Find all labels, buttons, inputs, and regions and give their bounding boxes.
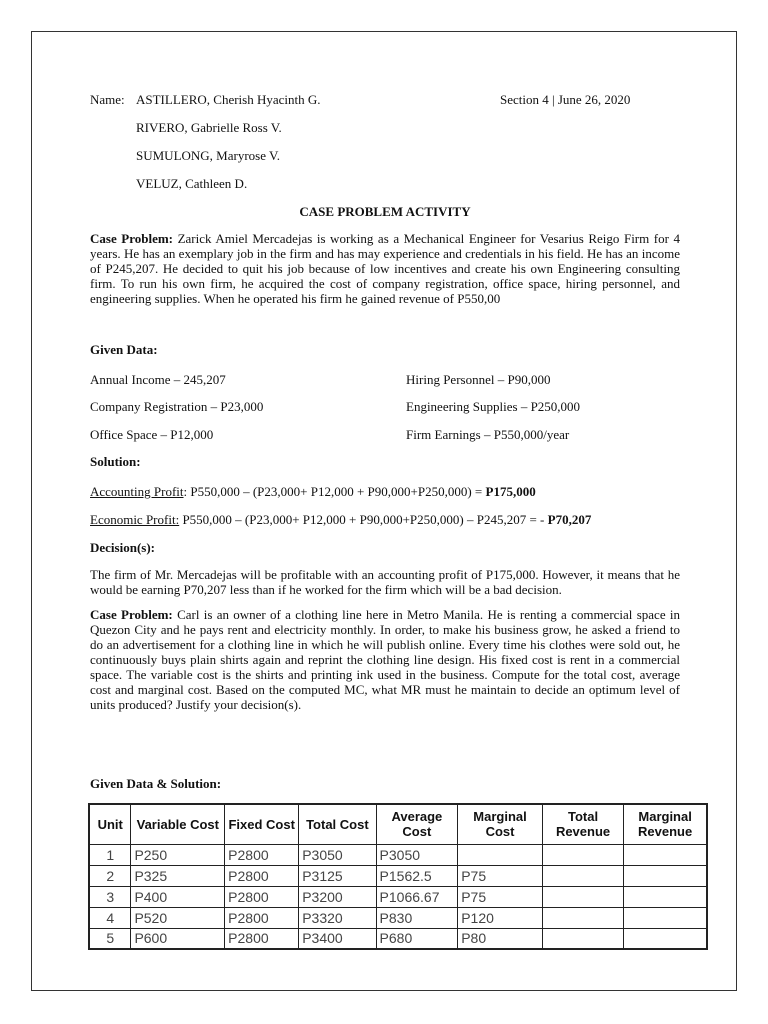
table-cell: P75 (458, 886, 543, 907)
column-header: Total Cost (299, 804, 376, 844)
case-problem-text: Carl is an owner of a clothing line here in Metro Manila. He is renting a commercial space in Quezon City and he pays rent and electricity monthly. In order, to make his business grow, he asked a friend to do an advertisement for a clothing line in which he will publish online. Every time his clothes were sold out, he continuously buys plain shirts again and reprint the clothing line design. His fixed cost is rent in a commercial space. The variable cost is the shirts and printing ink used in the business. Compute for the total cost, average cost and marginal cost. Based on the computed MC, what MR must he maintain to decide an optimum level of units produced? Justify your decision(s). (90, 607, 680, 712)
student-name: VELUZ, Cathleen D. (136, 176, 248, 191)
decision-text: The firm of Mr. Mercadejas will be profitable with an accounting profit of P175,000. However, it means that he would be earning P70,207 less than if he worked for the firm which will be a bad decision. (90, 567, 680, 597)
table-cell: P2800 (225, 865, 299, 886)
column-header: Marginal Cost (458, 804, 543, 844)
table-row (89, 907, 707, 928)
table-row (89, 865, 707, 886)
table-cell (542, 928, 623, 949)
table-cell: P325 (131, 865, 225, 886)
document-page (31, 31, 737, 991)
table-cell: P600 (131, 928, 225, 949)
accounting-profit-formula: : P550,000 – (P23,000+ P12,000 + P90,000+P250,000) = (183, 484, 486, 499)
solution-heading: Solution: (90, 454, 141, 469)
student-name: RIVERO, Gabrielle Ross V. (136, 120, 282, 135)
table-cell (458, 844, 543, 865)
case-problem-1 (90, 231, 680, 306)
case-problem-label: Case Problem: (90, 607, 173, 622)
table-cell: P3050 (299, 844, 376, 865)
table-cell (542, 907, 623, 928)
table-cell: 3 (89, 886, 131, 907)
column-header: Unit (89, 804, 131, 844)
given-data-heading: Given Data: (90, 342, 158, 357)
section-date: Section 4 | June 26, 2020 (500, 92, 631, 107)
student-name: SUMULONG, Maryrose V. (136, 148, 280, 163)
table-cell: P3125 (299, 865, 376, 886)
given-item: Office Space – P12,000 (90, 427, 214, 442)
table-cell: P75 (458, 865, 543, 886)
table-cell (624, 886, 707, 907)
table-cell: P2800 (225, 928, 299, 949)
economic-profit-label: Economic Profit: (90, 512, 180, 527)
given-item: Firm Earnings – P550,000/year (406, 427, 570, 442)
given-item: Company Registration – P23,000 (90, 399, 264, 414)
column-header: Variable Cost (131, 804, 225, 844)
table-cell: 5 (89, 928, 131, 949)
table-cell: P1562.5 (376, 865, 458, 886)
table-cell: P400 (131, 886, 225, 907)
table-cell: P2800 (225, 886, 299, 907)
table-cell: 1 (89, 844, 131, 865)
table-cell (624, 844, 707, 865)
table-cell: P3400 (299, 928, 376, 949)
column-header: Total Revenue (542, 804, 623, 844)
table-cell: P2800 (225, 844, 299, 865)
economic-profit-formula: P550,000 – (P23,000+ P12,000 + P90,000+P250,000) – P245,207 = - (179, 512, 548, 527)
given-item: Engineering Supplies – P250,000 (406, 399, 581, 414)
economic-profit-line (90, 512, 680, 527)
table-cell: 2 (89, 865, 131, 886)
accounting-profit-line (90, 484, 680, 499)
column-header: Average Cost (376, 804, 458, 844)
column-header: Marginal Revenue (624, 804, 707, 844)
given-solution-heading: Given Data & Solution: (90, 776, 222, 791)
page-title: CASE PROBLEM ACTIVITY (299, 204, 471, 219)
student-name: ASTILLERO, Cherish Hyacinth G. (136, 92, 321, 107)
decision-heading: Decision(s): (90, 540, 155, 555)
case-problem-label: Case Problem: (90, 231, 174, 246)
table-cell: P250 (131, 844, 225, 865)
table-cell (542, 844, 623, 865)
table-row (89, 844, 707, 865)
table-cell: P3320 (299, 907, 376, 928)
table-cell: P520 (131, 907, 225, 928)
table-cell (624, 907, 707, 928)
column-header: Fixed Cost (225, 804, 299, 844)
cost-table (88, 803, 708, 950)
table-cell: P120 (458, 907, 543, 928)
table-cell (624, 928, 707, 949)
table-cell: P3200 (299, 886, 376, 907)
case-problem-text: Zarick Amiel Mercadejas is working as a Mechanical Engineer for Vesarius Reigo Firm for 4 years. He has an exemplary job in the firm and has may experience and credentials in his field. He has an income of P245,207. He decided to quit his job because of low incentives and create his own Engineering consulting firm. To run his own firm, he acquired the cost of company registration, office space, hiring personnel, and engineering supplies. When he operated his firm he gained revenue of P550,00 (90, 231, 680, 306)
given-item: Hiring Personnel – P90,000 (406, 372, 551, 387)
table-cell (624, 865, 707, 886)
table-cell: P80 (458, 928, 543, 949)
given-item: Annual Income – 245,207 (90, 372, 226, 387)
table-cell (542, 865, 623, 886)
table-cell: P2800 (225, 907, 299, 928)
table-row (89, 886, 707, 907)
table-cell: 4 (89, 907, 131, 928)
table-cell (542, 886, 623, 907)
table-cell: P830 (376, 907, 458, 928)
table-cell: P680 (376, 928, 458, 949)
economic-profit-result: P70,207 (547, 512, 592, 527)
case-problem-2 (90, 607, 680, 712)
table-header-row (89, 804, 707, 844)
table-cell: P1066.67 (376, 886, 458, 907)
accounting-profit-label: Accounting Profit (90, 484, 184, 499)
name-label: Name: (90, 92, 125, 107)
table-row (89, 928, 707, 949)
table-cell: P3050 (376, 844, 458, 865)
accounting-profit-result: P175,000 (485, 484, 536, 499)
